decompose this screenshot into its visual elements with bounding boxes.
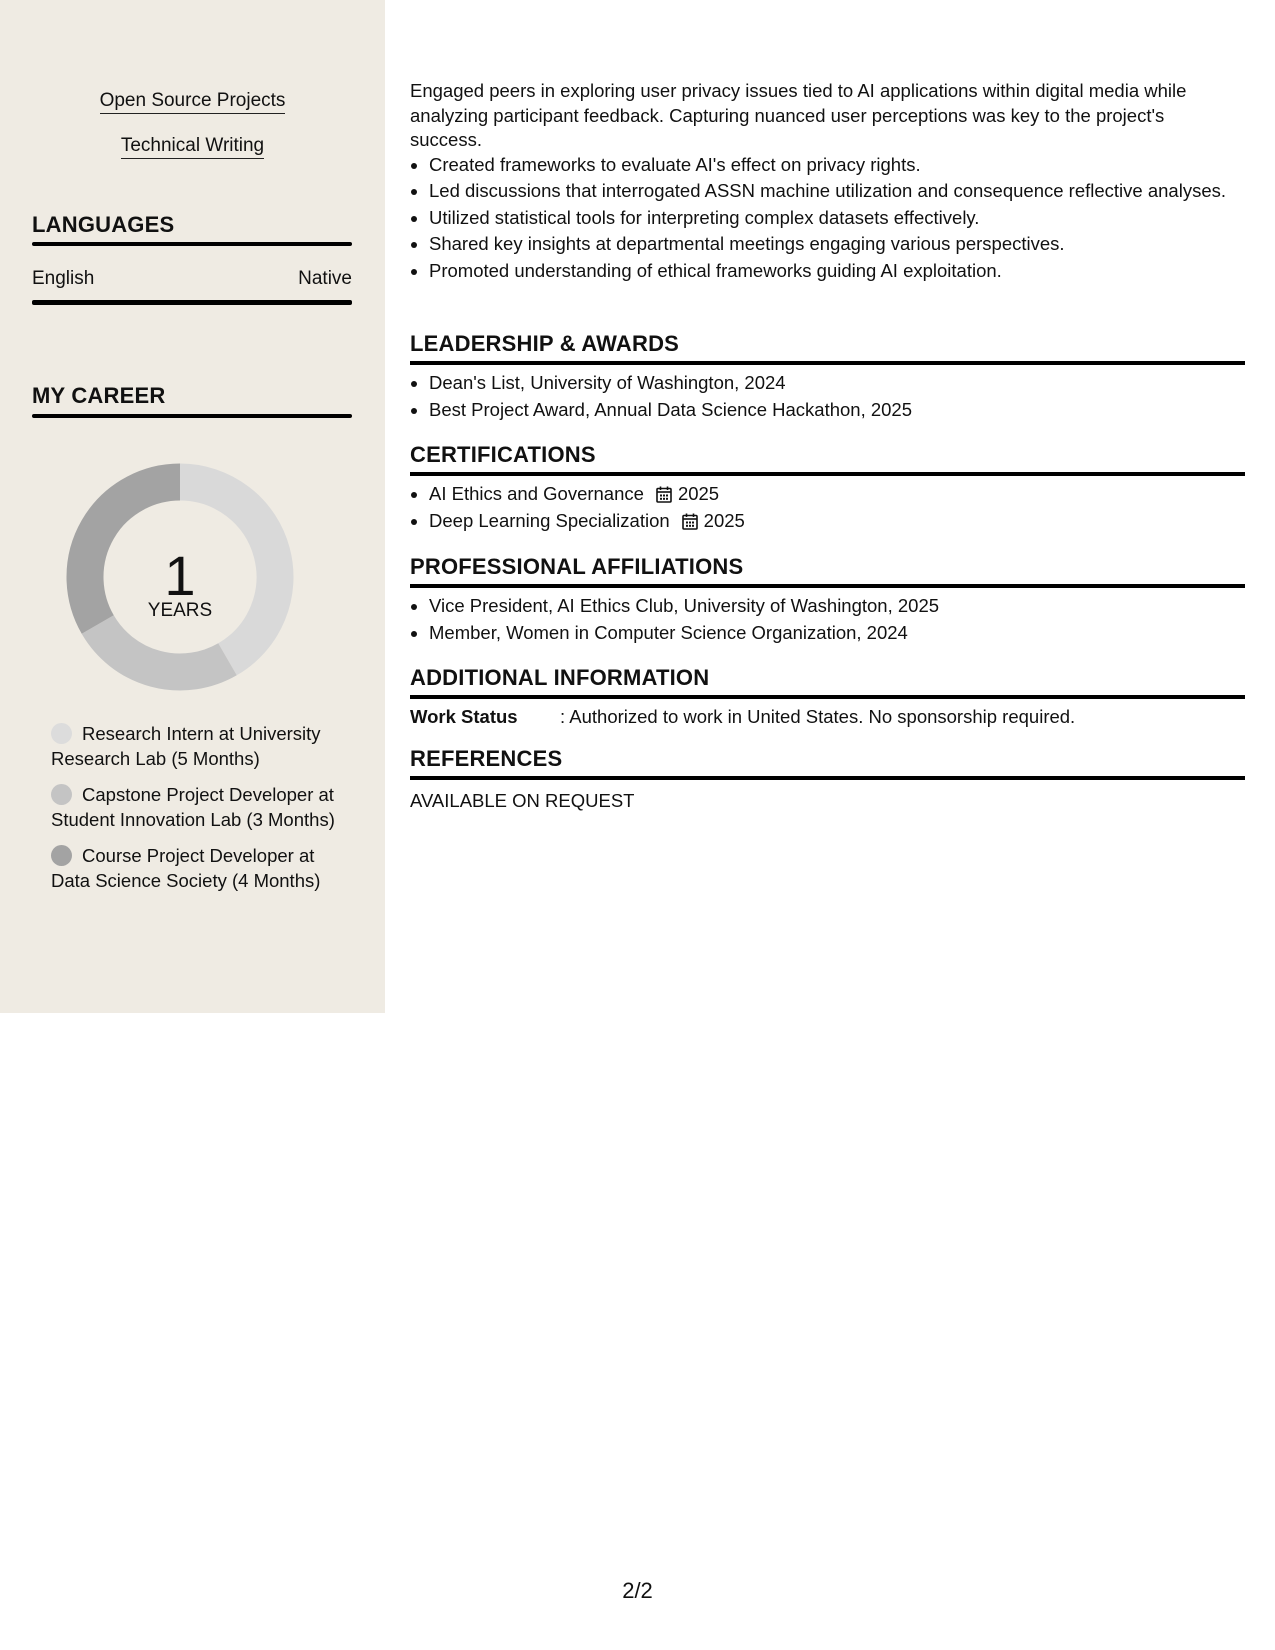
leadership-rule — [410, 361, 1245, 365]
affiliations-heading: PROFESSIONAL AFFILIATIONS — [410, 554, 744, 579]
career-item: Research Intern at University Research Lab (5 Months) — [51, 723, 321, 769]
affiliation-item: • Vice President, AI Ethics Club, University of Washington, 2025 — [429, 594, 1245, 619]
languages-heading: LANGUAGES — [32, 212, 175, 237]
language-level: Native — [298, 268, 352, 289]
sidebar — [0, 0, 385, 1013]
page-number: 2/2 — [622, 1578, 653, 1603]
award-item: • Dean's List, University of Washington, 2024 — [429, 371, 1245, 396]
career-item: Capstone Project Developer at Student Innovation Lab (3 Months) — [51, 784, 335, 830]
bullet: • Utilized statistical tools for interpreting complex datasets effectively. — [429, 206, 1230, 231]
experience-summary: Engaged peers in exploring user privacy issues tied to AI applications within digital media while analyzing participant feedback. Capturing nuanced user perceptions was key to the project's success. — [410, 80, 1187, 150]
references-heading: REFERENCES — [410, 746, 563, 771]
work-status-value: : Authorized to work in United States. No sponsorship required. — [560, 706, 1076, 727]
affiliations-list — [410, 594, 1245, 647]
certifications-heading: CERTIFICATIONS — [410, 442, 596, 467]
bullet: • Promoted understanding of ethical frameworks guiding AI exploitation. — [429, 259, 1230, 284]
career-rule — [32, 414, 352, 418]
affiliations-rule — [410, 584, 1245, 588]
bullet: • Created frameworks to evaluate AI's effect on privacy rights. — [429, 153, 1230, 178]
career-list — [51, 722, 341, 905]
certifications-list — [410, 482, 1245, 535]
language-row — [32, 268, 352, 290]
bullet: • Shared key insights at departmental meetings engaging various perspectives. — [429, 232, 1230, 257]
donut-unit: YEARS — [147, 600, 213, 621]
career-donut-chart — [60, 457, 300, 697]
award-item: • Best Project Award, Annual Data Science Hackathon, 2025 — [429, 398, 1245, 423]
affiliation-item: • Member, Women in Computer Science Organization, 2024 — [429, 621, 1245, 646]
references-rule — [410, 776, 1245, 780]
skill-open-source: Open Source Projects — [0, 89, 385, 113]
certification-item: • AI Ethics and Governance 2025 — [429, 482, 1245, 507]
bullet: • Led discussions that interrogated ASSN machine utilization and consequence reflective analyses. — [429, 179, 1230, 204]
career-dot — [51, 723, 72, 744]
references-text: AVAILABLE ON REQUEST — [410, 790, 635, 811]
certifications-rule — [410, 472, 1245, 476]
additional-info-rule — [410, 695, 1245, 699]
donut-segment-2 — [98, 625, 228, 673]
language-name: English — [32, 268, 95, 289]
work-status-row — [410, 706, 1075, 728]
calendar-icon — [682, 513, 698, 530]
career-dot — [51, 784, 72, 805]
skill-technical-writing: Technical Writing — [0, 134, 385, 158]
additional-info-heading: ADDITIONAL INFORMATION — [410, 665, 710, 690]
leadership-list — [410, 371, 1245, 424]
languages-bottom-rule — [32, 300, 352, 305]
work-status-label: Work Status — [410, 706, 518, 727]
career-heading: MY CAREER — [32, 383, 166, 408]
career-item: Course Project Developer at Data Science Society (4 Months) — [51, 845, 321, 891]
certification-item: • Deep Learning Specialization 2025 — [429, 509, 1245, 534]
calendar-icon — [656, 486, 672, 503]
donut-number: 1 — [164, 544, 196, 607]
leadership-heading: LEADERSHIP & AWARDS — [410, 331, 680, 356]
experience-block — [410, 79, 1230, 285]
career-dot — [51, 845, 72, 866]
experience-bullets — [410, 153, 1230, 284]
languages-rule — [32, 242, 352, 246]
